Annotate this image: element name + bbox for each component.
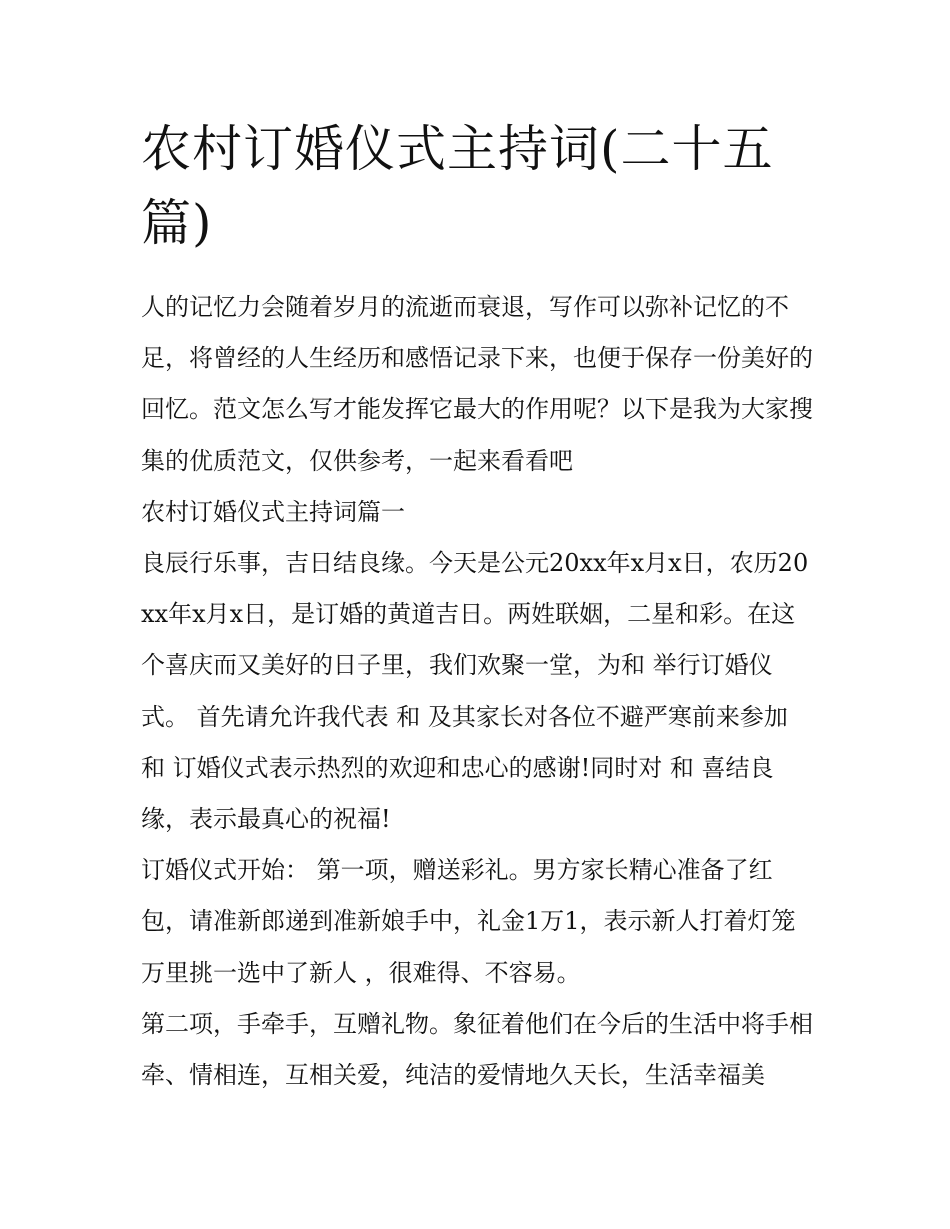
document-body (141, 282, 813, 1101)
intro-paragraph: 人的记忆力会随着岁月的流逝而衰退，写作可以弥补记忆的不足，将曾经的人生经历和感悟记录下来，也便于保存一份美好的回忆。范文怎么写才能发挥它最大的作用呢？以下是我为大家搜集的优质范文，仅供参考，一起来看看吧 (141, 293, 813, 475)
body-paragraph: 良辰行乐事，吉日结良缘。今天是公元20xx年x月x日，农历20xx年x月x日，是订婚的黄道吉日。两姓联姻，二星和彩。在这个喜庆而又美好的日子里，我们欢聚一堂，为和 举行订婚仪式。 首先请允许我代表 和 及其家长对各位不避严寒前来参加 和 订婚仪式表示热烈的欢迎和忠心的感谢!同时对 和 喜结良缘，表示最真心的祝福! (141, 549, 809, 834)
document-title: 农村订婚仪式主持词(二十五篇) (141, 120, 774, 252)
document-page (141, 112, 813, 1101)
body-paragraph: 第二项，手牵手，互赠礼物。象征着他们在今后的生活中将手相牵、情相连，互相关爱，纯洁的爱情地久天长，生活幸福美 (141, 1009, 813, 1090)
body-paragraph: 订婚仪式开始： 第一项，赠送彩礼。男方家长精心准备了红包，请准新郎递到准新娘手中，礼金1万1，表示新人打着灯笼万里挑一选中了新人 ，很难得、不容易。 (141, 856, 796, 987)
section-heading: 农村订婚仪式主持词篇一 (141, 497, 405, 526)
